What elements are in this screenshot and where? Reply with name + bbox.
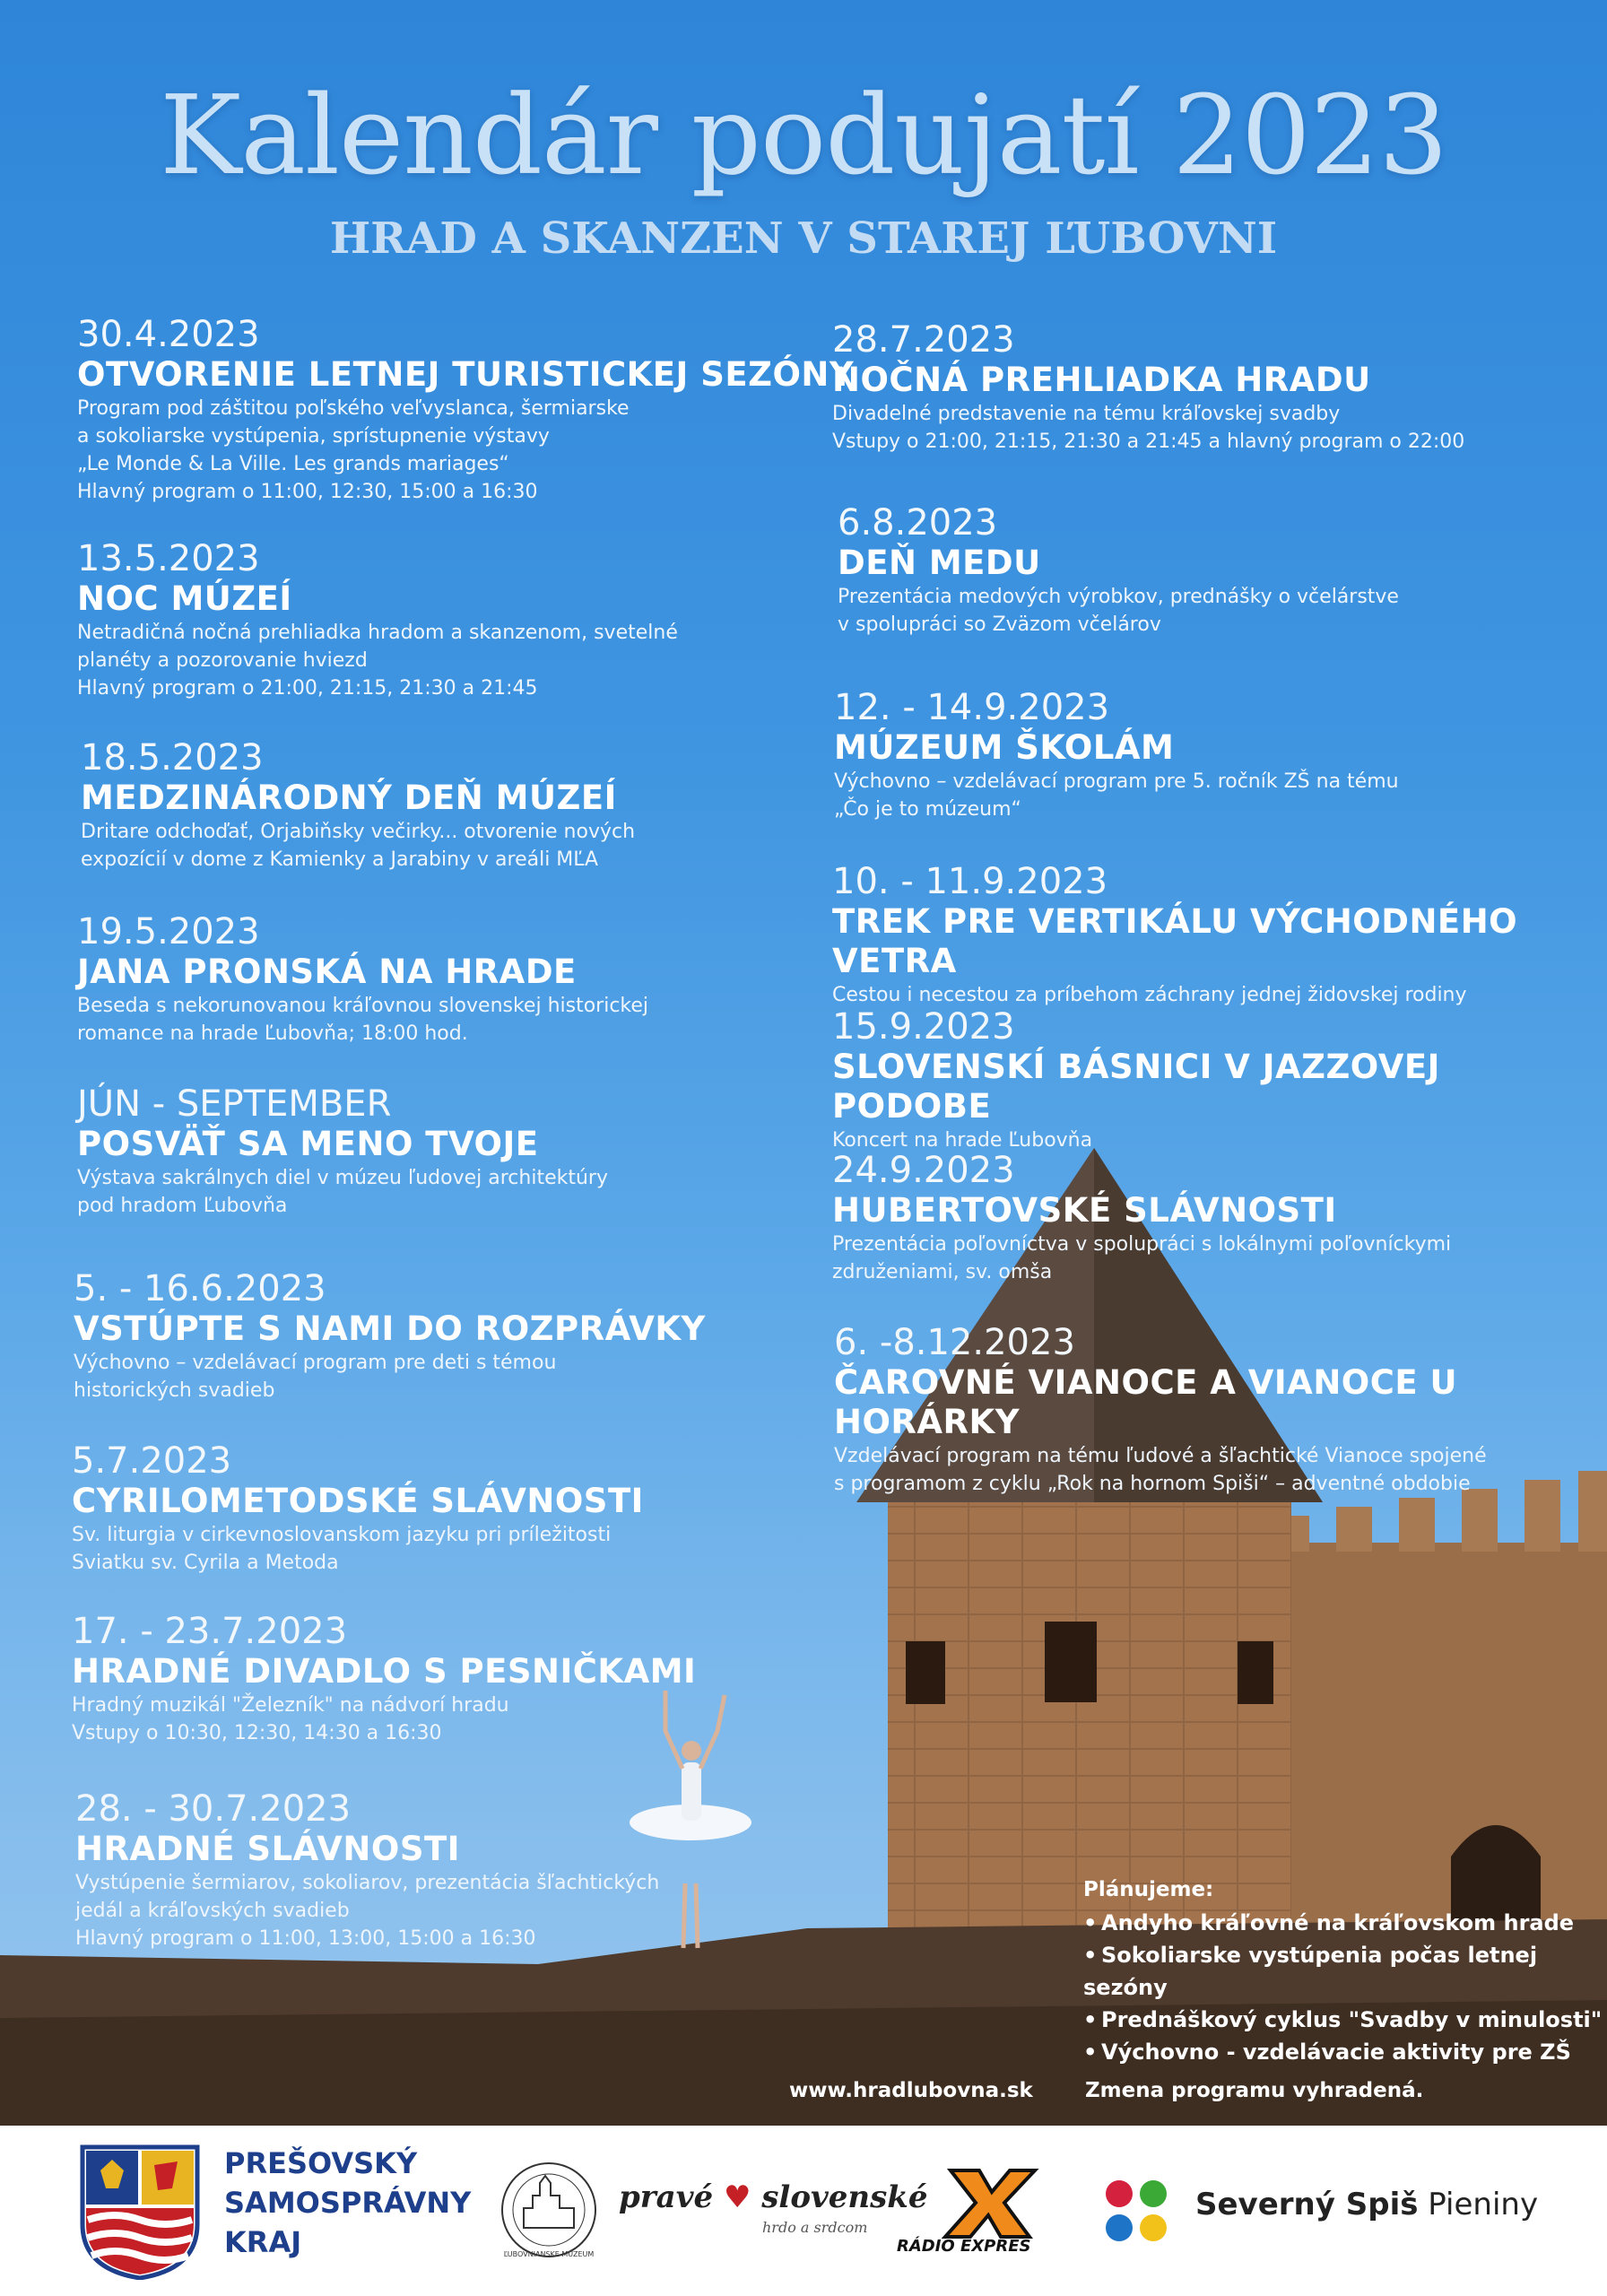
event-description: Výchovno – vzdelávací program pre 5. ročník ZŠ na tému — [834, 770, 1399, 793]
severny-spis-logo-icon — [1103, 2178, 1171, 2246]
spis-regular: Pieniny — [1428, 2187, 1539, 2222]
event-description: romance na hrade Ľubovňa; 18:00 hod. — [77, 1022, 468, 1045]
event-name: SLOVENSKÍ BÁSNICI V JAZZOVEJ PODOBE — [832, 1048, 1440, 1126]
event-date: 18.5.2023 — [81, 737, 264, 778]
prave-slovenske-logo — [619, 2179, 927, 2215]
event-item — [77, 911, 648, 1048]
event-name: JANA PRONSKÁ NA HRADE — [77, 952, 577, 991]
event-description: Program pod záštitou poľského veľvyslanca, šermiarske — [77, 397, 630, 420]
event-date: 15.9.2023 — [832, 1006, 1015, 1048]
event-description: Divadelné predstavenie na tému kráľovskej svadby — [832, 403, 1341, 425]
event-item — [832, 319, 1464, 456]
event-description: Sviatku sv. Cyrila a Metoda — [72, 1552, 339, 1574]
event-name: DEŇ MEDU — [838, 544, 1041, 582]
planned-item-text: Prednáškový cyklus "Svadby v minulosti" — [1101, 2007, 1603, 2032]
planned-title: Plánujeme: — [1083, 1878, 1214, 1901]
event-description: Hlavný program o 21:00, 21:15, 21:30 a 21:45 — [77, 677, 538, 700]
spis-bold: Severný Spiš — [1195, 2187, 1419, 2222]
event-item — [77, 314, 854, 506]
event-date: 5. - 16.6.2023 — [74, 1268, 326, 1309]
event-date: 10. - 11.9.2023 — [832, 861, 1108, 902]
event-date: 5.7.2023 — [72, 1440, 232, 1482]
event-description: „Le Monde & La Ville. Les grands mariages“ — [77, 453, 509, 475]
event-description: Prezentácia poľovníctva v spolupráci s lokálnymi poľovníckymi — [832, 1233, 1452, 1256]
event-description: pod hradom Ľubovňa — [77, 1195, 288, 1217]
event-description: „Čo je to múzeum“ — [834, 798, 1021, 821]
event-description: Koncert na hrade Ľubovňa — [832, 1129, 1093, 1152]
event-item — [834, 1322, 1607, 1498]
psk-line: PREŠOVSKÝ — [224, 2146, 418, 2180]
event-name: MEDZINÁRODNÝ DEŇ MÚZEÍ — [81, 778, 617, 817]
event-description: Netradičná nočná prehliadka hradom a skanzenom, svetelné — [77, 622, 678, 644]
planned-list — [1083, 1878, 1607, 2068]
event-description: Výstava sakrálnych diel v múzeu ľudovej architektúry — [77, 1167, 608, 1189]
event-description: Hlavný program o 11:00, 13:00, 15:00 a 16:30 — [75, 1927, 536, 1950]
event-description: Sv. liturgia v cirkevnoslovanskom jazyku pri príležitosti — [72, 1524, 612, 1546]
severny-spis-label — [1195, 2187, 1538, 2222]
event-description: Dritare odchoďať, Orjabiňsky večirky... otvorenie nových — [81, 821, 636, 843]
event-description: Beseda s nekorunovanou kráľovnou slovenskej historickej — [77, 995, 649, 1017]
event-name: VSTÚPTE S NAMI DO ROZPRÁVKY — [74, 1309, 706, 1348]
museum-logo-label: ĽUBOVNIANSKE MÚZEUM — [503, 2250, 595, 2258]
event-date: 13.5.2023 — [77, 538, 260, 579]
radio-expres-label: RÁDIO EXPRES — [897, 2237, 1031, 2256]
event-description: historických svadieb — [74, 1379, 275, 1402]
event-description: Vstupy o 21:00, 21:15, 21:30 a 21:45 a hlavný program o 22:00 — [832, 430, 1465, 453]
event-item — [77, 1083, 608, 1220]
event-description: Vstupy o 10:30, 12:30, 14:30 a 16:30 — [72, 1722, 442, 1744]
event-date: 6. -8.12.2023 — [834, 1322, 1075, 1363]
event-name: TREK PRE VERTIKÁLU VÝCHODNÉHO VETRA — [832, 902, 1518, 980]
event-description: Vzdelávací program na tému ľudové a šľachtické Vianoce spojené — [834, 1445, 1487, 1467]
event-description: Výchovno – vzdelávací program pre deti s témou — [74, 1352, 557, 1374]
psk-line: KRAJ — [224, 2225, 302, 2259]
event-name: ČAROVNÉ VIANOCE A VIANOCE U HORÁRKY — [834, 1363, 1458, 1441]
list-item: • Prednáškový cyklus "Svadby v minulosti" — [1083, 2007, 1603, 2032]
event-item — [832, 861, 1607, 1009]
event-description: expozícií v dome z Kamienky a Jarabiny v areáli MĽA — [81, 848, 599, 871]
event-item — [75, 1788, 659, 1952]
event-description: Prezentácia medových výrobkov, prednášky o včelárstve — [838, 586, 1399, 608]
event-description: Hlavný program o 11:00, 12:30, 15:00 a 16:30 — [77, 481, 538, 503]
event-name: NOC MÚZEÍ — [77, 579, 292, 618]
page-subtitle: HRAD A SKANZEN V STAREJ ĽUBOVNI — [329, 213, 1278, 264]
event-description: s programom z cyklu „Rok na hornom Spiši“ – adventné obdobie — [834, 1473, 1471, 1495]
event-item — [77, 538, 678, 702]
event-item — [81, 737, 635, 874]
event-description: a sokoliarske vystúpenia, sprístupnenie výstavy — [77, 425, 550, 448]
planned-item-text: Sokoliarske vystúpenia počas letnej sezóny — [1083, 1943, 1538, 2000]
event-name: OTVORENIE LETNEJ TURISTICKEJ SEZÓNY — [77, 355, 855, 394]
psk-name — [224, 2144, 471, 2262]
psk-coat-of-arms-icon — [79, 2144, 201, 2280]
event-item — [72, 1440, 644, 1577]
event-name: MÚZEUM ŠKOLÁM — [834, 728, 1175, 767]
psk-line: SAMOSPRÁVNY — [224, 2186, 472, 2220]
event-date: 12. - 14.9.2023 — [834, 687, 1110, 728]
event-date: 17. - 23.7.2023 — [72, 1611, 348, 1652]
event-item — [832, 1006, 1607, 1154]
heart-icon: ♥ — [723, 2179, 751, 2215]
prave-right: slovenské — [761, 2179, 928, 2215]
page-title: Kalendár podujatí 2023 — [160, 72, 1447, 199]
event-name: HRADNÉ DIVADLO S PESNIČKAMI — [72, 1652, 697, 1691]
planned-item-text: Andyho kráľovné na kráľovskom hrade — [1101, 1910, 1575, 1935]
event-date: JÚN - SEPTEMBER — [77, 1083, 392, 1125]
event-name: NOČNÁ PREHLIADKA HRADU — [832, 361, 1371, 399]
event-date: 24.9.2023 — [832, 1150, 1015, 1191]
event-description: jedál a kráľovských svadieb — [75, 1900, 350, 1922]
event-description: združeniami, sv. omša — [832, 1261, 1053, 1283]
event-name: POSVÄŤ SA MENO TVOJE — [77, 1125, 539, 1163]
museum-logo-icon — [499, 2156, 599, 2264]
event-description: Vystúpenie šermiarov, sokoliarov, prezentácia šľachtických — [75, 1872, 660, 1894]
event-description: Cestou i necestou za príbehom záchrany jednej židovskej rodiny — [832, 984, 1467, 1006]
event-name: HUBERTOVSKÉ SLÁVNOSTI — [832, 1191, 1337, 1230]
event-date: 6.8.2023 — [838, 502, 998, 544]
prave-left: pravé — [619, 2179, 714, 2215]
event-name: HRADNÉ SLÁVNOSTI — [75, 1830, 460, 1868]
list-item: • Sokoliarske vystúpenia počas letnej sezóny — [1083, 1943, 1538, 2000]
event-date: 28. - 30.7.2023 — [75, 1788, 352, 1830]
event-description: v spolupráci so Zväzom včelárov — [838, 613, 1161, 636]
event-description: Hradný muzikál "Železník" na nádvorí hradu — [72, 1694, 509, 1717]
event-date: 28.7.2023 — [832, 319, 1015, 361]
event-item — [838, 502, 1399, 639]
radio-expres-x-icon — [942, 2165, 1040, 2240]
event-date: 19.5.2023 — [77, 911, 260, 952]
event-name: CYRILOMETODSKÉ SLÁVNOSTI — [72, 1482, 644, 1520]
disclaimer-text: Zmena programu vyhradená. — [1085, 2079, 1424, 2102]
list-item: • Andyho kráľovné na kráľovskom hrade — [1083, 1910, 1575, 1935]
list-item: • Výchovno - vzdelávacie aktivity pre ZŠ — [1083, 2039, 1571, 2065]
event-description: planéty a pozorovanie hviezd — [77, 649, 368, 672]
event-item — [834, 687, 1399, 823]
event-item — [74, 1268, 706, 1405]
event-item — [832, 1150, 1451, 1286]
planned-item-text: Výchovno - vzdelávacie aktivity pre ZŠ — [1101, 2039, 1571, 2065]
event-item — [72, 1611, 696, 1747]
prave-subtitle: hrdo a srdcom — [762, 2219, 868, 2236]
event-date: 30.4.2023 — [77, 314, 260, 355]
website-link[interactable]: www.hradlubovna.sk — [789, 2079, 1033, 2102]
